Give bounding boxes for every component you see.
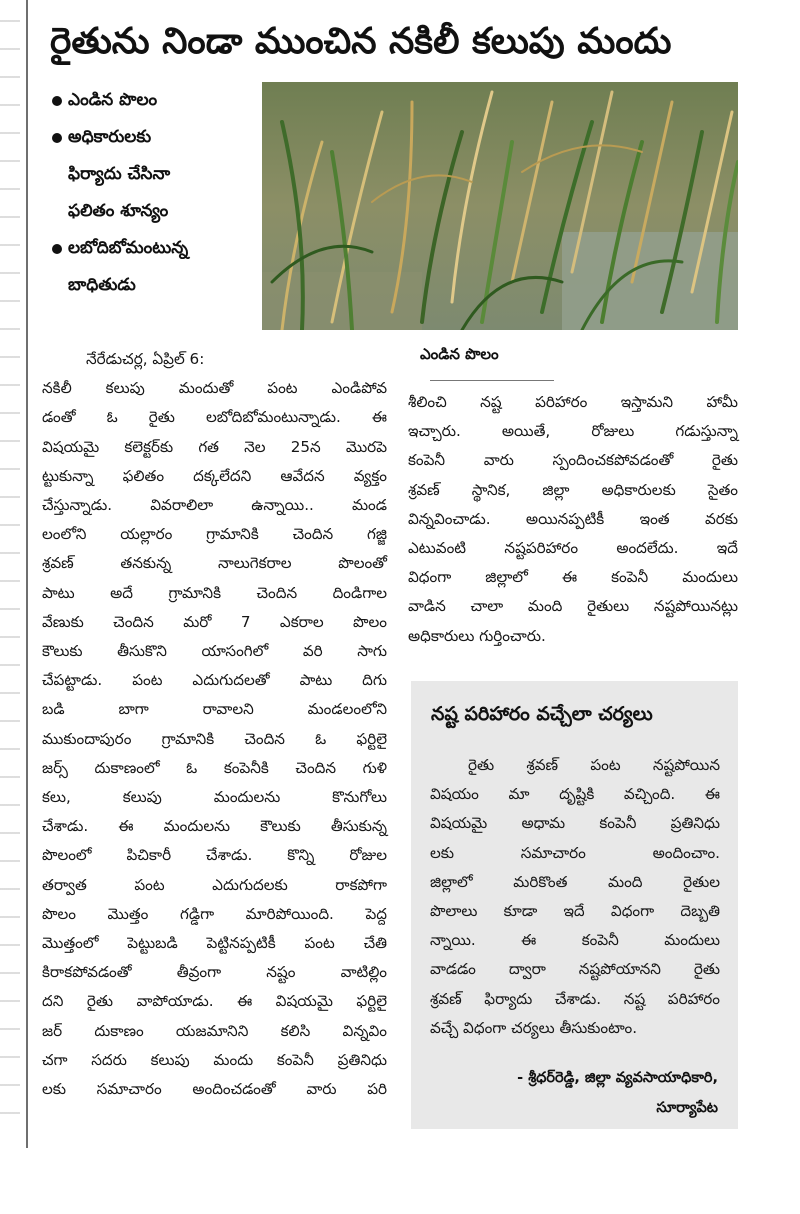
article-line: జర్ దుకాణం యజమానిని కలిసి విన్నవిం xyxy=(42,1021,387,1040)
sidebox-line: వాడడం ద్వారా నష్టపోయానని రైతు xyxy=(430,960,720,979)
article-line: ఎటువంటి నష్టపరిహారం అందలేదు. ఇదే xyxy=(408,539,738,558)
article-line: ట్టుకున్నా ఫలితం దక్కలేదని ఆవేదన వ్యక్తం xyxy=(42,466,387,485)
sidebox-line: పొలాలు కూడా ఇదే విధంగా దెబ్బతి xyxy=(430,902,720,921)
sidebox-line: న్నాయి. ఈ కంపెనీ మందులు xyxy=(430,931,720,950)
article-line: నకిలీ కలుపు మందుతో పంట ఎండిపోవ xyxy=(42,379,387,398)
sidebox-line: విషయం మా దృష్టికి వచ్చింది. ఈ xyxy=(430,785,720,804)
highlight-line: అధికారులకు xyxy=(68,127,152,147)
sidebox-title: నష్ట పరిహారం వచ్చేలా చర్యలు xyxy=(431,703,653,725)
official-statement-box xyxy=(411,681,738,1129)
article-line: వేణుకు చెందిన మరో 7 ఎకరాల పొలం xyxy=(42,612,387,631)
article-line: వాడిన చాలా మంది రైతులు నష్టపోయినట్లు xyxy=(408,597,738,616)
signature-place: సూర్యాపేట xyxy=(656,1100,718,1116)
article-line: డంతో ఓ రైతు లబోదిబోమంటున్నాడు. ఈ xyxy=(42,408,387,427)
page-edge-texture xyxy=(0,20,20,1140)
article-line: కంపెనీ వారు స్పందించకపోవడంతో రైతు xyxy=(408,451,738,470)
sidebox-line: రైతు శ్రవణ్ పంట నష్టపోయిన xyxy=(468,756,720,774)
article-line: లంలోని యల్లారం గ్రామానికి చెందిన గజ్జి xyxy=(42,525,387,544)
bullet-dot-icon xyxy=(52,133,62,143)
highlight-line: ఎండిన పొలం xyxy=(68,90,158,110)
highlight-item xyxy=(52,119,252,230)
article-line: విషయమై కలెక్టర్‌కు గత నెల 25న మొరపె xyxy=(42,437,387,456)
highlight-line: లబోదిబోమంటున్న xyxy=(68,238,189,258)
article-line: ఇచ్చారు. అయితే, రోజులు గడుస్తున్నా xyxy=(408,422,738,441)
article-line: విధంగా జిల్లాలో ఈ కంపెనీ మందులు xyxy=(408,568,738,587)
sidebox-line: శ్రవణ్ ఫిర్యాదు చేశాడు. నష్ట పరిహారం xyxy=(430,989,720,1008)
article-column-right xyxy=(408,388,738,651)
sidebox-body xyxy=(430,751,720,1043)
highlight-item xyxy=(52,82,252,119)
dried-field-photo xyxy=(262,82,738,330)
bullet-dot-icon xyxy=(52,244,62,254)
article-line: పొలం మొత్తం గడ్డిగా మారిపోయింది. పెద్ద xyxy=(42,904,387,923)
article-line: తర్వాత పంట ఎదుగుదలకు రాకపోగా xyxy=(42,875,387,894)
photo-caption: ఎండిన పొలం xyxy=(420,345,499,363)
article-line: శ్రవణ్ తనకున్న నాలుగెకరాల పొలంతో xyxy=(42,554,387,573)
column-rule xyxy=(26,0,28,1148)
article-line: కలు, కలుపు మందులను కొనుగోలు xyxy=(42,788,387,807)
sidebox-line: వచ్చే విధంగా చర్యలు తీసుకుంటాం. xyxy=(430,1018,638,1037)
highlight-line: ఫిర్యాదు చేసినా xyxy=(68,164,171,184)
highlight-line: ఫలితం శూన్యం xyxy=(68,201,169,221)
highlight-line: బాధితుడు xyxy=(68,275,136,295)
highlights-list xyxy=(52,82,252,304)
highlight-item xyxy=(52,230,252,304)
article-line: చేపట్టాడు. పంట ఎదుగుదలతో పాటు దిగు xyxy=(42,671,387,690)
article-line: లకు సమాచారం అందించడంతో వారు పరి xyxy=(42,1080,387,1099)
article-line: శ్రవణ్ స్థానిక, జిల్లా అధికారులకు సైతం xyxy=(408,480,738,499)
bullet-dot-icon xyxy=(52,96,62,106)
article-line: జర్స్ దుకాణంలో ఓ కంపెనీకి చెందిన గుళి xyxy=(42,758,387,777)
article-column-left xyxy=(42,345,387,1104)
paddy-field-image xyxy=(262,82,738,330)
sidebox-line: లకు సమాచారం అందించాం. xyxy=(430,843,720,862)
article-line: శీలించి నష్ట పరిహారం ఇస్తామని హామీ xyxy=(408,393,738,411)
article-line: చగా సదరు కలుపు మందు కంపెనీ ప్రతినిధు xyxy=(42,1050,387,1069)
article-line: పాటు అదే గ్రామానికి చెందిన దిండిగాల xyxy=(42,583,387,602)
article-line: నేరేడుచర్ల, ఏప్రిల్ 6: xyxy=(86,350,205,368)
sidebox-line: జిల్లాలో మరికొంత మంది రైతుల xyxy=(430,872,720,891)
article-line: చేస్తున్నాడు. వివరాలిలా ఉన్నాయి.. మండ xyxy=(42,496,387,515)
signature-name: - శ్రీధర్‌రెడ్డి, జిల్లా వ్యవసాయాధికారి, xyxy=(517,1070,718,1086)
article-line: దని రైతు వాపోయాడు. ఈ విషయమై ఫర్టిలై xyxy=(42,992,387,1011)
article-line: కిరాకపోవడంతో తీవ్రంగా నష్టం వాటిల్లిం xyxy=(42,963,387,982)
article-line: మొత్తంలో పెట్టుబడి పెట్టినప్పటికీ పంట చేతి xyxy=(42,934,387,953)
official-signature xyxy=(517,1063,718,1123)
caption-divider xyxy=(430,380,554,381)
article-line: ముకుందాపురం గ్రామానికి చెందిన ఓ ఫర్టిలై xyxy=(42,729,387,748)
sidebox-line: విషయమై అధామ కంపెనీ ప్రతినిధు xyxy=(430,814,720,833)
article-line: పొలంలో పిచికారీ చేశాడు. కొన్ని రోజుల xyxy=(42,846,387,865)
article-line: కౌలుకు తీసుకొని యాసంగిలో వరి సాగు xyxy=(42,642,387,661)
article-line: విన్నవించాడు. అయినప్పటికీ ఇంత వరకు xyxy=(408,509,738,528)
article-line: అధికారులు గుర్తించారు. xyxy=(408,626,546,645)
article-line: చేశాడు. ఈ మందులను కౌలుకు తీసుకున్న xyxy=(42,817,387,836)
article-line: బడి బాగా రావాలని మండలంలోని xyxy=(42,700,387,719)
headline: రైతును నిండా ముంచిన నకిలీ కలుపు మందు xyxy=(50,21,672,62)
